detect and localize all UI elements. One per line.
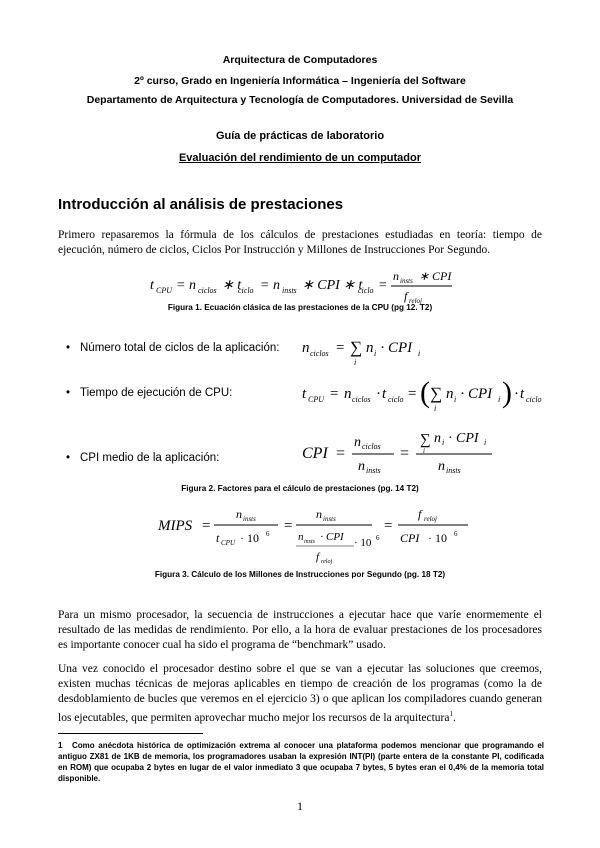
svg-text:i: i — [434, 404, 437, 413]
svg-text:=: = — [378, 278, 388, 293]
svg-text:6: 6 — [454, 530, 458, 538]
svg-text:·: · — [514, 386, 519, 402]
bullet-avg-cpi: • CPI medio de la aplicación: — [66, 452, 220, 464]
svg-text:t: t — [520, 386, 525, 402]
footnote — [58, 740, 544, 784]
svg-text:reloj: reloj — [321, 559, 333, 565]
footnote-text: Como anécdota histórica de optimización extrema al conocer una plataforma podemos mencionar que programando el antiguo ZX81 de 1KB de memoria, los programadores usaban la expresión INT(PI) (parte entera de la constante PI, codificada en ROM) que ocupaba 2 bytes en lugar de el valor inmediato 3 que ocupaba 7 bytes, 5 bytes eran el 0,4% de la memoria total disponible. — [58, 741, 544, 783]
svg-text:CPU: CPU — [156, 286, 172, 295]
optimization-paragraph-text: Una vez conocido el procesador destino sobre el que se van a ejecutar las soluciones que creemos, existen muchas técnicas de mejoras aplicables en tiempo de creación de los programas (como la de desdoblamiento de bucles que veremos en el ejercicio 3) o que aplican los compiladores cuando generan los ejecutables, que permiten aprovechar mucho mejor los recursos de la arquitectura — [58, 663, 542, 724]
svg-text:CPI: CPI — [388, 340, 413, 356]
svg-text:n: n — [446, 386, 454, 402]
svg-text:insts: insts — [304, 539, 316, 545]
svg-text:t: t — [382, 386, 387, 402]
svg-text:=: = — [400, 445, 410, 462]
svg-text:): ) — [502, 376, 512, 409]
figure2-caption: Figura 2. Factores para el cálculo de prestaciones (pg. 14 T2) — [181, 484, 419, 493]
svg-text:i: i — [442, 438, 445, 447]
svg-text:i: i — [354, 358, 357, 367]
svg-text:=: = — [336, 445, 346, 462]
svg-text:n: n — [298, 531, 304, 543]
svg-text:6: 6 — [266, 530, 270, 538]
svg-text:ciclo: ciclo — [358, 286, 374, 295]
intro-paragraph: Primero repasaremos la fórmula de los cálculos de prestaciones estudiadas en teoría: tiempo de ejecución, número de ciclos, Ciclos Por Instrucción y Millones de Instrucciones Por Segundo. — [58, 229, 542, 256]
svg-text:=: = — [408, 386, 417, 402]
svg-text:i: i — [374, 349, 377, 358]
svg-text:insts: insts — [323, 515, 336, 523]
svg-text:t: t — [150, 278, 154, 293]
svg-text:ciclo: ciclo — [526, 395, 542, 404]
svg-text:· 10: · 10 — [428, 531, 447, 545]
svg-text:∗ t: ∗ t — [222, 278, 242, 293]
svg-text:·: · — [460, 386, 465, 402]
svg-text:CPU: CPU — [308, 395, 324, 404]
svg-text:·: · — [376, 386, 381, 402]
svg-text:= n: = n — [176, 278, 196, 293]
svg-text:ciclos: ciclos — [362, 442, 381, 451]
svg-text:insts: insts — [446, 466, 461, 475]
svg-text:i: i — [498, 395, 501, 404]
svg-text:n: n — [354, 435, 361, 450]
svg-text:· 10: · 10 — [354, 537, 372, 549]
svg-text:f: f — [418, 507, 422, 521]
svg-text:t: t — [216, 531, 220, 545]
practice-title: Evaluación del rendimiento de un computador — [178, 152, 422, 164]
footnote-separator — [58, 733, 203, 734]
course-title: Arquitectura de Computadores — [222, 54, 378, 66]
svg-text:f: f — [316, 551, 320, 563]
svg-text:CPI: CPI — [456, 431, 479, 446]
svg-text:(: ( — [420, 376, 430, 409]
svg-text:n: n — [302, 340, 310, 356]
svg-text:insts: insts — [366, 466, 381, 475]
svg-text:n: n — [438, 459, 445, 474]
svg-text:n: n — [236, 507, 242, 521]
footnote-ref[interactable]: 1 — [449, 710, 453, 718]
page-number: 1 — [297, 799, 303, 813]
figure3-caption: Figura 3. Cálculo de los Millones de Instrucciones por Segundo (pg. 18 T2) — [154, 570, 446, 579]
svg-text:ciclo: ciclo — [388, 395, 404, 404]
svg-text:t: t — [302, 386, 307, 402]
svg-text:reloj: reloj — [409, 297, 422, 305]
svg-text:·: · — [448, 431, 453, 446]
svg-text:ciclos: ciclos — [352, 395, 371, 404]
svg-text:·: · — [380, 340, 385, 356]
svg-text:∗ CPI: ∗ CPI — [419, 269, 452, 283]
svg-text:= n: = n — [260, 278, 280, 293]
optimization-paragraph: Una vez conocido el procesador destino sobre el que se van a ejecutar las soluciones que creemos, existen muchas técnicas de mejoras aplicables en tiempo de creación de los programas (como la de desdoblamiento de bucles que veremos en el ejercicio 3) o que aplican los compiladores cuando generan los ejecutables, que permiten aprovechar mucho mejor los recursos de la arquitectura$^1$. — [58, 663, 542, 724]
section-title: Introducción al análisis de prestaciones — [58, 196, 344, 213]
svg-text:=: = — [384, 518, 393, 534]
svg-text:n: n — [358, 459, 365, 474]
svg-text:ciclos: ciclos — [310, 349, 329, 358]
svg-text:ciclo: ciclo — [238, 286, 254, 295]
svg-text:f: f — [404, 289, 408, 303]
svg-text:=: = — [330, 386, 339, 402]
svg-text:∑: ∑ — [350, 338, 363, 357]
svg-text:insts: insts — [243, 515, 256, 523]
svg-text:=: = — [202, 518, 211, 534]
svg-text:n: n — [393, 269, 399, 283]
svg-text:insts: insts — [400, 277, 413, 285]
guide-title: Guía de prácticas de laboratorio — [215, 130, 385, 142]
svg-text:CPI: CPI — [468, 386, 493, 402]
bullet-total-cycles-label: Número total de ciclos de la aplicación: — [80, 342, 280, 354]
svg-text:n: n — [344, 386, 352, 402]
footnote-marker: 1 — [58, 741, 63, 750]
svg-text:·: · — [320, 531, 324, 543]
svg-text:CPI: CPI — [302, 445, 328, 462]
svg-text:=: = — [336, 340, 345, 356]
bullet-total-cycles: • Número total de ciclos de la aplicación: — [66, 342, 280, 354]
svg-text:ciclos: ciclos — [198, 286, 217, 295]
svg-text:CPI: CPI — [326, 531, 344, 543]
benchmark-paragraph: Para un mismo procesador, la secuencia de instrucciones a ejecutar hace que varíe enormemente el resultado de las medidas de rendimiento. Por ello, a la hora de evaluar prestaciones de los procesadores es importante conocer cual ha sido el programa de “benchmark” usado. — [58, 609, 542, 651]
svg-text:n: n — [434, 431, 441, 446]
svg-text:6: 6 — [376, 534, 380, 542]
svg-text:n: n — [316, 507, 322, 521]
svg-text:=: = — [284, 518, 293, 534]
course-subtitle: 2º curso, Grado en Ingeniería Informática – Ingeniería del Software — [134, 75, 466, 87]
bullet-avg-cpi-label: CPI medio de la aplicación: — [80, 452, 220, 464]
svg-text:CPI: CPI — [400, 531, 420, 545]
bullet-cpu-time: • Tiempo de ejecución de CPU: — [66, 387, 233, 399]
svg-text:i: i — [418, 349, 421, 358]
svg-text:∗ CPI ∗ t: ∗ CPI ∗ t — [302, 278, 363, 293]
svg-text:i: i — [454, 395, 457, 404]
svg-text:CPU: CPU — [221, 539, 235, 547]
bullet-cpu-time-label: Tiempo de ejecución de CPU: — [80, 387, 233, 399]
svg-text:i: i — [484, 438, 487, 447]
svg-text:∑: ∑ — [430, 384, 443, 403]
svg-text:MIPS: MIPS — [158, 518, 193, 534]
department: Departamento de Arquitectura y Tecnología de Computadores. Universidad de Sevilla — [86, 94, 514, 106]
svg-text:i: i — [423, 447, 425, 455]
svg-text:∑: ∑ — [420, 432, 431, 448]
svg-text:reloj: reloj — [424, 515, 437, 523]
svg-text:· 10: · 10 — [240, 531, 259, 545]
figure1-caption: Figura 1. Ecuación clásica de las prestaciones de la CPU (pg 12. T2) — [167, 303, 433, 312]
svg-text:insts: insts — [282, 286, 297, 295]
svg-text:n: n — [366, 340, 374, 356]
